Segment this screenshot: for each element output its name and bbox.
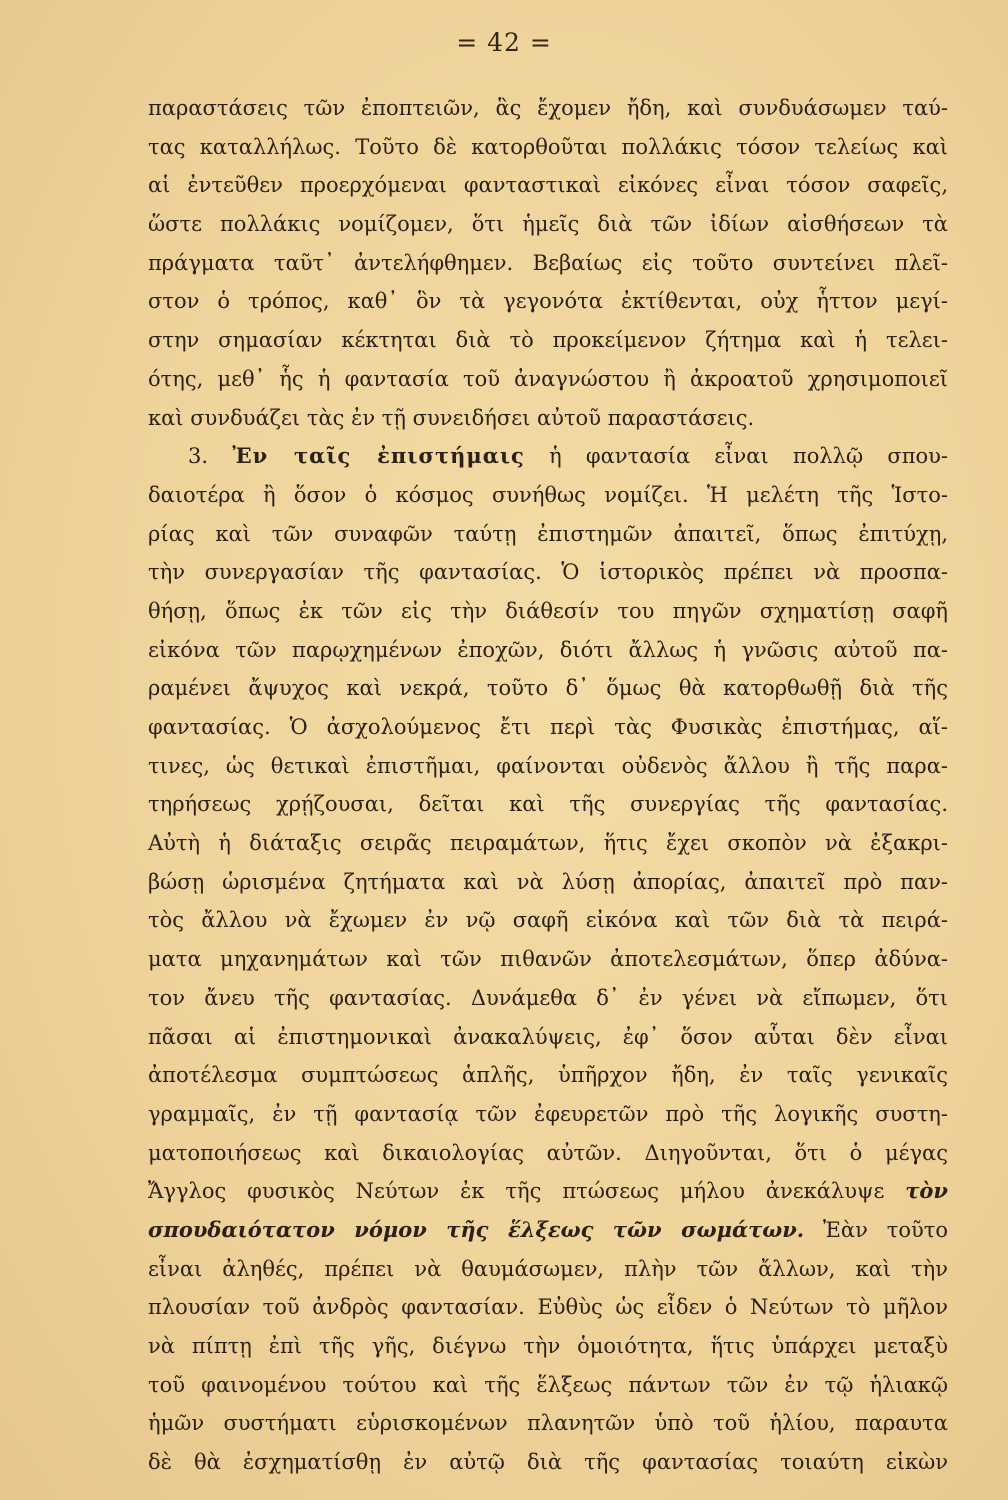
page-number: = 42 = xyxy=(456,28,552,57)
text-line: δαιοτέρα ἢ ὅσον ὁ κόσμος συνήθως νομίζει. Ἡ μελέτη τῆς Ἱστο- xyxy=(148,482,948,507)
text-fragment: Ἄγγλος φυσικὸς Νεύτων ἐκ τῆς πτώσεως μήλου ἀνεκάλυψε xyxy=(148,1179,885,1204)
text-line: ὥστε πολλάκις νομίζομεν, ὅτι ἡμεῖς διὰ τῶν ἰδίων αἰσθήσεων τὰ xyxy=(148,212,948,237)
text-line: ἀποτέλεσμα συμπτώσεως ἁπλῆς, ὑπῆρχον ἤδη, ἐν ταῖς γενικαῖς xyxy=(148,1063,948,1088)
text-line: ότης, μεθ᾽ ἧς ἡ φαντασία τοῦ ἀναγνώστου ἢ ἀκροατοῦ χρησιμοποιεῖ xyxy=(148,366,948,391)
text-line: πᾶσαι αἱ ἐπιστημονικαὶ ἀνακαλύψεις, ἐφ᾽ ὅσον αὗται δὲν εἶναι xyxy=(148,1024,948,1049)
emphasis-text: σπουδαιότατον νόμον τῆς ἕλξεως τῶν σωμάτων. xyxy=(148,1216,805,1242)
text-line: καὶ συνδυάζει τὰς ἐν τῇ συνειδήσει αὐτοῦ παραστάσεις. xyxy=(148,405,755,430)
text-line: τινες, ὡς θετικαὶ ἐπιστῆμαι, φαίνονται οὐδενὸς ἄλλου ἢ τῆς παρα- xyxy=(148,753,948,778)
text-line xyxy=(148,1211,948,1250)
text-line: τοῦ φαινομένου τούτου καὶ τῆς ἕλξεως πάντων τῶν ἐν τῷ ἡλιακῷ xyxy=(148,1372,948,1397)
text-line: τον ἄνευ τῆς φαντασίας. Δυνάμεθα δ᾽ ἐν γένει νὰ εἴπωμεν, ὅτι xyxy=(148,985,948,1010)
text-line: φαντασίας. Ὁ ἀσχολούμενος ἔτι περὶ τὰς Φυσικὰς ἐπιστήμας, αἵ- xyxy=(148,715,948,739)
text-line: γραμμαῖς, ἐν τῇ φαντασίᾳ τῶν ἐφευρετῶν πρὸ τῆς λογικῆς συστη- xyxy=(148,1101,948,1126)
paragraph-3-first-line xyxy=(148,437,948,476)
text-line: τας καταλλήλως. Τοῦτο δὲ κατορθοῦται πολλάκις τόσον τελείως καὶ xyxy=(148,134,948,159)
text-line: πλουσίαν τοῦ ἀνδρὸς φαντασίαν. Εὐθὺς ὡς εἶδεν ὁ Νεύτων τὸ μῆλον xyxy=(148,1295,948,1320)
text-line: δὲ θὰ ἐσχηματίσθῃ ἐν αὐτῷ διὰ τῆς φαντασίας τοιαύτη εἰκὼν xyxy=(148,1450,948,1475)
text-line: στην σημασίαν κέκτηται διὰ τὸ προκείμενον ζήτημα καὶ ἡ τελει- xyxy=(148,328,948,353)
text-line: εἰκόνα τῶν παρῳχημένων ἐποχῶν, διότι ἄλλως ἡ γνῶσις αὐτοῦ πα- xyxy=(148,637,948,662)
text-line: ματοποιήσεως καὶ δικαιολογίας αὐτῶν. Διηγοῦνται, ὅτι ὁ μέγας xyxy=(148,1140,948,1165)
text-line: αἱ ἐντεῦθεν προερχόμεναι φανταστικαὶ εἰκόνες εἶναι τόσον σαφεῖς, xyxy=(148,173,948,198)
text-line: βώσῃ ὡρισμένα ζητήματα καὶ νὰ λύσῃ ἀπορίας, ἀπαιτεῖ πρὸ παν- xyxy=(148,869,948,894)
text-line xyxy=(148,1172,948,1211)
text-line: παραστάσεις τῶν ἐποπτειῶν, ἃς ἔχομεν ἤδη, καὶ συνδυάσωμεν ταύ- xyxy=(148,96,948,120)
text-line: εἶναι ἀληθές, πρέπει νὰ θαυμάσωμεν, πλὴν τῶν ἄλλων, καὶ τὴν xyxy=(148,1256,948,1281)
text-line: θήσῃ, ὅπως ἐκ τῶν εἰς τὴν διάθεσίν του πηγῶν σχηματίσῃ σαφῆ xyxy=(148,598,948,623)
body-text xyxy=(148,89,948,1482)
text-line: Αὐτὴ ἡ διάταξις σειρᾶς πειραμάτων, ἥτις ἔχει σκοπὸν νὰ ἐξακρι- xyxy=(148,831,948,856)
text-line: ἡμῶν συστήματι εὑρισκομένων πλανητῶν ὑπὸ τοῦ ἡλίου, παραυτα xyxy=(148,1411,948,1436)
text-line: ρίας καὶ τῶν συναφῶν ταύτῃ ἐπιστημῶν ἀπαιτεῖ, ὅπως ἐπιτύχῃ, xyxy=(148,521,948,546)
text-line: ματα μηχανημάτων καὶ τῶν πιθανῶν ἀποτελεσμάτων, ὅπερ ἀδύνα- xyxy=(148,947,948,972)
text-fragment: ἡ φαντασία εἶναι πολλῷ σπου- xyxy=(549,444,949,469)
section-number: 3. xyxy=(188,444,209,469)
text-fragment: Ἐὰν τοῦτο xyxy=(822,1217,948,1242)
text-line: στον ὁ τρόπος, καθ᾽ ὃν τὰ γεγονότα ἐκτίθενται, οὐχ ἧττον μεγί- xyxy=(148,289,948,314)
text-line: πράγματα ταῦτ᾽ ἀντελήφθημεν. Βεβαίως εἰς τοῦτο συντείνει πλεῖ- xyxy=(148,250,948,275)
text-line: τὴν συνεργασίαν τῆς φαντασίας. Ὁ ἱστορικὸς πρέπει νὰ προσπα- xyxy=(148,560,948,585)
text-line: τηρήσεως χρῄζουσαι, δεῖται καὶ τῆς συνεργίας τῆς φαντασίας. xyxy=(148,792,948,817)
text-line: ραμένει ἄψυχος καὶ νεκρά, τοῦτο δ᾽ ὅμως θὰ κατορθωθῇ διὰ τῆς xyxy=(148,676,948,701)
text-line: νὰ πίπτῃ ἐπὶ τῆς γῆς, διέγνω τὴν ὁμοιότητα, ἥτις ὑπάρχει μεταξὺ xyxy=(148,1334,948,1358)
emphasis-text: τὸν xyxy=(905,1178,948,1204)
section-heading: Ἐν ταῖς ἐπιστήμαις xyxy=(232,443,525,469)
text-line: τὸς ἄλλου νὰ ἔχωμεν ἐν νῷ σαφῆ εἰκόνα καὶ τῶν διὰ τὰ πειρά- xyxy=(148,908,948,933)
